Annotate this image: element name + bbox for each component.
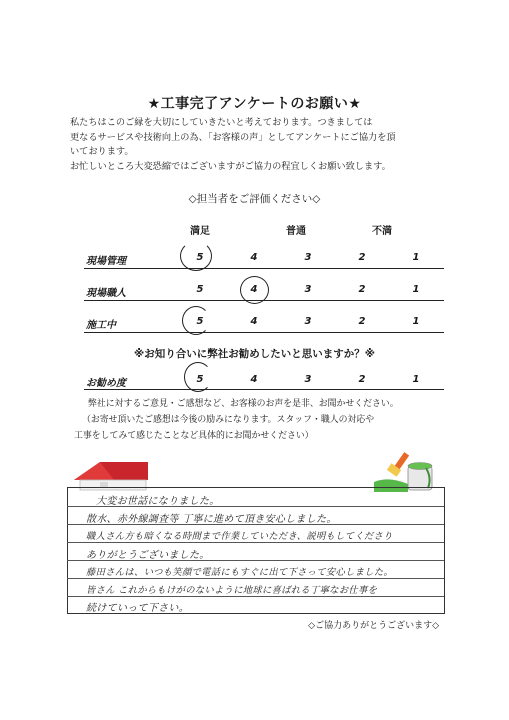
selected-score-circle <box>182 306 210 335</box>
score-2[interactable]: 2 <box>358 252 366 263</box>
handwritten-comment-line: ありがとうございました。 <box>86 550 210 561</box>
ruled-line <box>67 578 444 579</box>
score-1[interactable]: 1 <box>412 374 420 385</box>
row-label-during-construction: 施工中 <box>86 320 116 331</box>
score-4[interactable]: 4 <box>250 284 258 295</box>
score-1[interactable]: 1 <box>412 316 420 327</box>
intro-text <box>70 116 450 174</box>
row-underline <box>84 389 444 390</box>
selected-score-circle <box>184 362 212 392</box>
score-4[interactable]: 4 <box>250 316 258 327</box>
selected-score-circle <box>180 241 212 271</box>
handwritten-comment-line: 続けていって下さい。 <box>86 603 189 614</box>
score-2[interactable]: 2 <box>358 316 366 327</box>
handwritten-comment-line: 職人さん方も暗くなる時間まで作業していただき、説明もしてくださり <box>86 531 393 542</box>
score-3[interactable]: 3 <box>304 284 312 295</box>
ruled-line <box>67 596 444 597</box>
row-underline <box>84 268 444 269</box>
score-3[interactable]: 3 <box>304 316 312 327</box>
score-5[interactable]: 5 <box>196 252 204 263</box>
score-4[interactable]: 4 <box>250 252 258 263</box>
thanks-footer: ◇ご協力ありがとうございます◇ <box>308 621 439 631</box>
score-5[interactable]: 5 <box>196 374 204 385</box>
header-dissatisfied: 不満 <box>372 226 392 237</box>
intro-line: 更なるサービスや技術向上の為、「お客様の声」としてアンケートにご協力を頂 <box>70 131 396 143</box>
row-label-site-management: 現場管理 <box>86 256 126 267</box>
score-3[interactable]: 3 <box>304 374 312 385</box>
score-3[interactable]: 3 <box>304 252 312 263</box>
score-5[interactable]: 5 <box>196 284 204 295</box>
row-label-recommendation: お勧め度 <box>86 378 126 389</box>
ruled-line <box>67 542 444 543</box>
score-1[interactable]: 1 <box>412 284 420 295</box>
selected-score-circle <box>240 276 269 304</box>
handwritten-comment-line: 散水、赤外線調査等 丁寧に進めて頂き安心しました。 <box>86 514 337 525</box>
comment-instructions-line: 弊社に対するご意見・ご感想など、お客様のお声を是非、お聞かせください。 <box>88 399 399 409</box>
intro-line: お忙しいところ大変恐縮ではございますがご協力の程宜しくお願い致します。 <box>70 160 391 172</box>
row-label-site-craftsmen: 現場職人 <box>86 288 126 299</box>
page-title: ★工事完了アンケートのお願い★ <box>147 96 362 112</box>
recommend-question: ※お知り合いに弊社お勧めしたいと思いますか？※ <box>134 348 375 360</box>
score-4[interactable]: 4 <box>250 374 258 385</box>
handwritten-comment-line: 藤田さんは、いつも笑顔で電話にもすぐに出て下さって安心しました。 <box>86 567 394 578</box>
score-1[interactable]: 1 <box>412 252 420 263</box>
score-2[interactable]: 2 <box>358 374 366 385</box>
handwritten-comment-line: 皆さん これからもけがのないように地球に喜ばれる丁寧なお仕事を <box>86 585 378 596</box>
handwritten-comment-line: 大変お世話になりました。 <box>96 496 220 507</box>
intro-line: 私たちはこのご縁を大切にしていきたいと考えております。つきましては <box>70 117 373 128</box>
comment-instructions <box>74 396 454 444</box>
rating-prompt: ◇担当者をご評価ください◇ <box>188 193 321 205</box>
intro-line: いております。 <box>70 146 134 158</box>
header-satisfied: 満足 <box>190 226 210 237</box>
score-2[interactable]: 2 <box>358 284 366 295</box>
score-5[interactable]: 5 <box>196 316 204 327</box>
comment-instructions-line: （お寄せ頂いたご感想は今後の励みになります。スタッフ・職人の対応や <box>82 415 375 425</box>
header-neutral: 普通 <box>286 226 306 237</box>
row-underline <box>84 332 444 333</box>
comment-instructions-line: 工事をしてみて感じたことなど具体的にお聞かせください） <box>74 431 314 441</box>
